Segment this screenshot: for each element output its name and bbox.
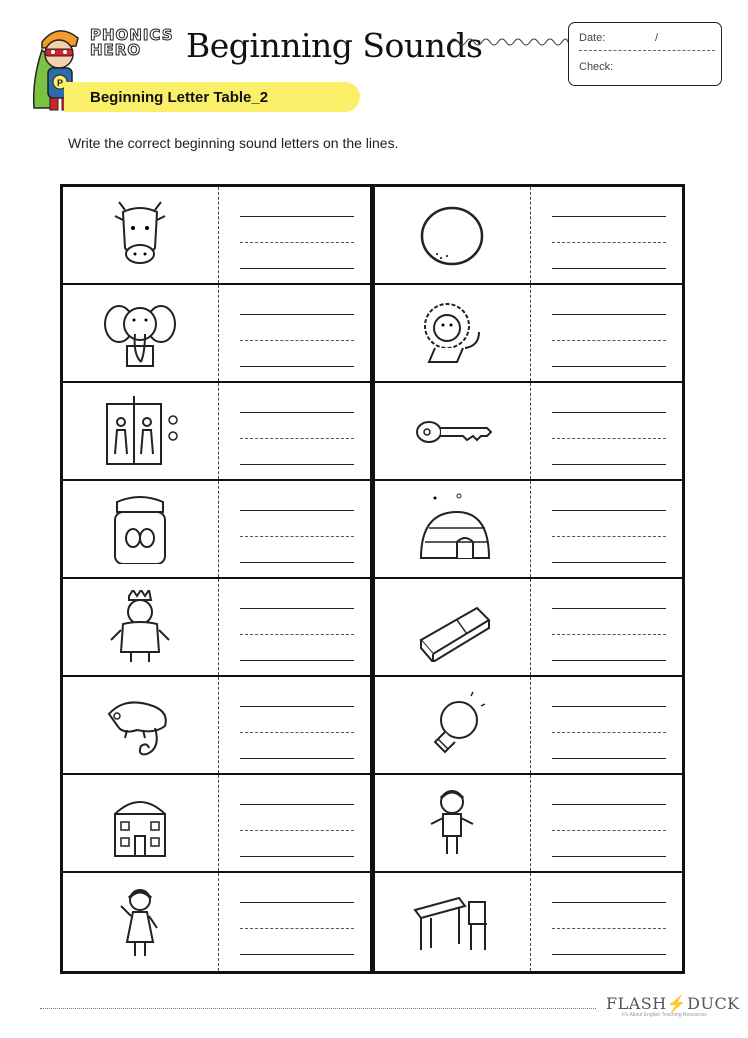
writing-line-top [552, 706, 666, 707]
left-column [63, 187, 370, 971]
elevator-picture [95, 394, 185, 466]
cell-dashed-divider [218, 677, 219, 773]
gum-pack-picture [407, 590, 497, 662]
date-check-box [568, 22, 722, 86]
writing-line-mid [240, 732, 354, 733]
table-cell [375, 187, 682, 285]
cell-dashed-divider [530, 383, 531, 479]
writing-line-base [240, 660, 354, 661]
writing-line-mid [240, 536, 354, 537]
writing-lines[interactable] [240, 383, 354, 478]
writing-lines[interactable] [240, 873, 354, 968]
writing-line-top [552, 314, 666, 315]
writing-lines[interactable] [552, 677, 666, 772]
logo-line-2: HERO [90, 41, 142, 59]
cell-dashed-divider [218, 285, 219, 381]
squiggle-divider [450, 34, 568, 50]
writing-line-mid [552, 830, 666, 831]
worksheet-subtitle: Beginning Letter Table_2 [90, 89, 269, 106]
writing-line-top [552, 804, 666, 805]
writing-line-mid [240, 928, 354, 929]
writing-line-base [552, 562, 666, 563]
writing-lines[interactable] [552, 579, 666, 674]
writing-line-base [240, 268, 354, 269]
table-cell [63, 481, 370, 579]
key-picture [407, 394, 497, 466]
table-cell [63, 383, 370, 481]
writing-lines[interactable] [552, 187, 666, 282]
writing-line-mid [552, 242, 666, 243]
writing-line-top [240, 314, 354, 315]
writing-lines[interactable] [552, 873, 666, 968]
house-picture [95, 786, 185, 858]
cell-dashed-divider [218, 481, 219, 577]
writing-line-top [240, 216, 354, 217]
writing-line-top [552, 216, 666, 217]
elephant-picture [95, 296, 185, 368]
table-cell [375, 677, 682, 775]
writing-line-mid [240, 830, 354, 831]
writing-line-base [552, 366, 666, 367]
boy-picture [407, 786, 497, 858]
writing-line-base [240, 366, 354, 367]
cell-dashed-divider [530, 481, 531, 577]
date-separator: / [655, 32, 659, 44]
cell-dashed-divider [530, 579, 531, 675]
table-cell [375, 481, 682, 579]
cell-dashed-divider [218, 383, 219, 479]
table-cell [63, 873, 370, 971]
writing-line-top [240, 804, 354, 805]
cell-dashed-divider [218, 873, 219, 971]
writing-line-top [240, 902, 354, 903]
table-cell [375, 775, 682, 873]
cell-dashed-divider [530, 187, 531, 283]
writing-lines[interactable] [240, 285, 354, 380]
letter-table [60, 184, 685, 974]
writing-lines[interactable] [552, 285, 666, 380]
lion-picture [407, 296, 497, 368]
igloo-picture [407, 492, 497, 564]
writing-lines[interactable] [240, 481, 354, 576]
chameleon-picture [95, 688, 185, 760]
writing-lines[interactable] [240, 775, 354, 870]
brand-left: FLASH [606, 994, 667, 1013]
writing-line-top [240, 510, 354, 511]
writing-lines[interactable] [240, 187, 354, 282]
page-title: Beginning Sounds [186, 26, 483, 65]
writing-line-base [240, 464, 354, 465]
cow-picture [95, 198, 185, 270]
writing-lines[interactable] [552, 775, 666, 870]
writing-line-top [240, 706, 354, 707]
cell-dashed-divider [530, 285, 531, 381]
svg-text:P: P [57, 78, 64, 88]
writing-lines[interactable] [240, 579, 354, 674]
date-label: Date: [579, 32, 606, 44]
writing-lines[interactable] [240, 677, 354, 772]
writing-line-base [240, 954, 354, 955]
table-cell [375, 383, 682, 481]
table-cell [375, 285, 682, 383]
writing-line-top [552, 608, 666, 609]
writing-line-mid [240, 242, 354, 243]
writing-line-top [552, 412, 666, 413]
writing-line-top [240, 608, 354, 609]
check-label: Check: [579, 61, 614, 73]
writing-line-mid [552, 438, 666, 439]
table-cell [63, 775, 370, 873]
writing-line-mid [552, 340, 666, 341]
writing-line-mid [552, 732, 666, 733]
logo-line-1: PHONICS [90, 26, 174, 44]
table-cell [63, 187, 370, 285]
king-picture [95, 590, 185, 662]
light-bulb-picture [407, 688, 497, 760]
lemon-picture [407, 198, 497, 270]
writing-line-mid [240, 438, 354, 439]
cell-dashed-divider [218, 775, 219, 871]
bolt-icon: ⚡ [666, 994, 688, 1013]
flashduck-logo [606, 994, 740, 1013]
cell-dashed-divider [530, 775, 531, 871]
cell-dashed-divider [218, 579, 219, 675]
writing-lines[interactable] [552, 481, 666, 576]
table-cell [375, 579, 682, 677]
writing-line-mid [240, 340, 354, 341]
writing-line-base [240, 856, 354, 857]
writing-line-base [552, 464, 666, 465]
writing-line-mid [240, 634, 354, 635]
table-cell [375, 873, 682, 971]
phonics-hero-logo [90, 28, 180, 58]
writing-line-top [552, 510, 666, 511]
brand-tagline: It's About English Teaching Resources [622, 1012, 707, 1018]
jam-jar-picture [95, 492, 185, 564]
cell-dashed-divider [530, 873, 531, 971]
writing-line-mid [552, 634, 666, 635]
table-cell [63, 285, 370, 383]
instruction-text: Write the correct beginning sound letters on the lines. [68, 135, 399, 151]
table-cell [63, 579, 370, 677]
footer-rule [40, 1008, 596, 1009]
table-cell [63, 677, 370, 775]
writing-line-base [552, 758, 666, 759]
writing-line-base [552, 268, 666, 269]
writing-line-base [552, 856, 666, 857]
writing-line-base [240, 758, 354, 759]
writing-line-mid [552, 928, 666, 929]
writing-line-mid [552, 536, 666, 537]
writing-line-base [240, 562, 354, 563]
brand-right: DUCK [687, 994, 740, 1013]
cell-dashed-divider [218, 187, 219, 283]
writing-line-base [552, 660, 666, 661]
writing-line-top [240, 412, 354, 413]
girl-picture [95, 884, 185, 956]
desk-chair-picture [407, 884, 497, 956]
cell-dashed-divider [530, 677, 531, 773]
right-column [375, 187, 682, 971]
writing-line-top [552, 902, 666, 903]
date-row[interactable] [579, 32, 715, 51]
writing-line-base [552, 954, 666, 955]
writing-lines[interactable] [552, 383, 666, 478]
